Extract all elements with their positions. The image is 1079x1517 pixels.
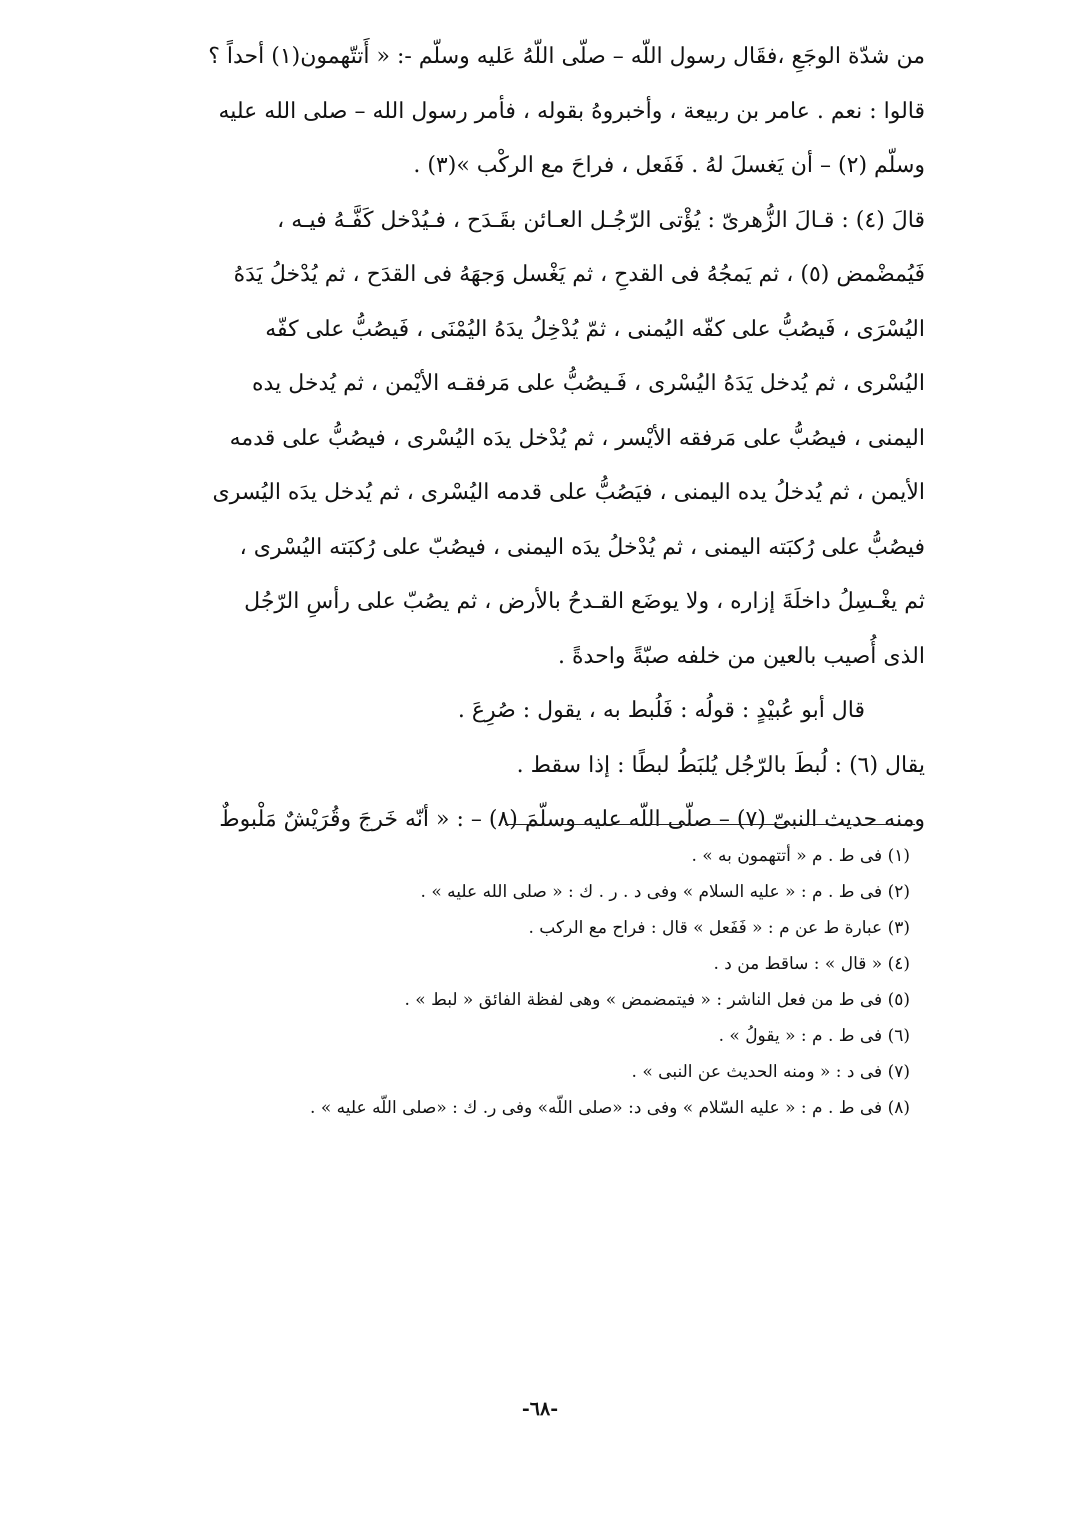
footnote: (١) فى ط . م « أتتهمون به » .: [691, 846, 910, 866]
footnote: (٤) « قال » : ساقط من د .: [713, 954, 910, 974]
footnote: (٧) فى د : « ومنه الحديث عن النبى » .: [631, 1062, 910, 1082]
footnote: (٣) عبارة ط عن م : « فَفَعل » قال : فراح مع الركب .: [528, 918, 910, 938]
text-line: فَيُمضْمض (٥) ، ثم يَمجُهُ فى القدحِ ، ثم يَغْسل وَجهَهُ فى القدَح ، ثم يُدْخلُ يَدَهُ: [233, 262, 925, 287]
text-line: ثم يغْـسِلُ داخلَةَ إزاره ، ولا يوضَع القـدحُ بالأرض ، ثم يصُبّ على رأسِ الرّجُل: [244, 589, 925, 614]
footnotes: [150, 838, 910, 1126]
main-text: [150, 30, 925, 848]
text-line: يقال (٦) : لُبطَ بالرّجُل يُلبَطُ لبطًا : إذا سقط .: [516, 752, 925, 778]
page-number: -٦٨-: [521, 1398, 559, 1420]
text-line: اليُسْرى ، ثم يُدخل يَدَهُ اليُسْرى ، فَـيصُبُّ على مَرفقـه الأيْمن ، ثم يُدخل يده: [252, 371, 925, 396]
text-line: قال أبو عُبيْدٍ : قولُه : فَلُبط به ، يقول : صُرِعَ .: [457, 698, 865, 723]
footnote: (٦) فى ط . م : « يقولُ » .: [718, 1026, 910, 1046]
footnote: (٢) فى ط . م : « عليه السلام » وفى د . ر . ك : « صلى الله عليه » .: [420, 882, 910, 902]
footnote: (٥) فى ط من فعل الناشر : « فيتمضمض » وهى لفظة الفائق « لبط » .: [404, 990, 910, 1010]
text-line: الذى أُصيب بالعين من خلفه صبّةً واحدةً .: [558, 643, 925, 669]
text-line: ومنه حديث النبىّ (٧) – صلّى اللّه عليه وسلّمَ (٨) – : « أنّه خَرجَ وقُرَيْشٌ مَلْبوطٌ: [219, 807, 925, 832]
footnote-divider: [505, 824, 915, 825]
text-line: اليُسْرَى ، فَيصُبُّ على كفّه اليُمنى ، ثمّ يُدْخِلُ يدَهُ اليُمْنَى ، فَيصُبُّ على كفّه: [265, 316, 925, 342]
text-line: اليمنى ، فيصُبُّ على مَرفقه الأيْسر ، ثم يُدْخل يدَه اليُسْرى ، فيصُبُّ على قدمه: [229, 425, 925, 451]
footnote: (٨) فى ط . م : « عليه السّلام » وفى د: «صلى اللّه» وفى ر. ك : «صلى اللّه عليه » .: [310, 1098, 910, 1118]
text-line: الأيمن ، ثم يُدخلُ يده اليمنى ، فيَصُبُّ على قدمه اليُسْرى ، ثم يُدخل يدَه اليُسرى: [212, 480, 925, 505]
text-line: فيصُبُّ على رُكبَته اليمنى ، ثم يُدْخلُ يدَه اليمنى ، فيصُبّ على رُكبَته اليُسْرى ،: [239, 534, 925, 560]
text-line: من شدّة الوجَعِ ،فقَال رسول اللّه – صلّى اللّهُ عَليه وسلّم -: « أَتتّهمون(١) أحداً ؟: [208, 44, 925, 69]
text-line: وسلّم (٢) – أن يَغسلَ لهُ . فَفَعل ، فراحَ مع الركْب »(٣) .: [413, 153, 925, 178]
text-line: قالَ (٤) : قـالَ الزُّهرىّ : يُؤْتى الرّجُـل العـائن بقَـدَح ، فـيُدْخل كَفَّـهُ فيـه ،: [277, 207, 925, 233]
text-line: قالوا : نعم . عامر بن ربيعة ، وأخبروهُ بقوله ، فأمر رسول الله – صلى الله عليه: [218, 98, 925, 124]
